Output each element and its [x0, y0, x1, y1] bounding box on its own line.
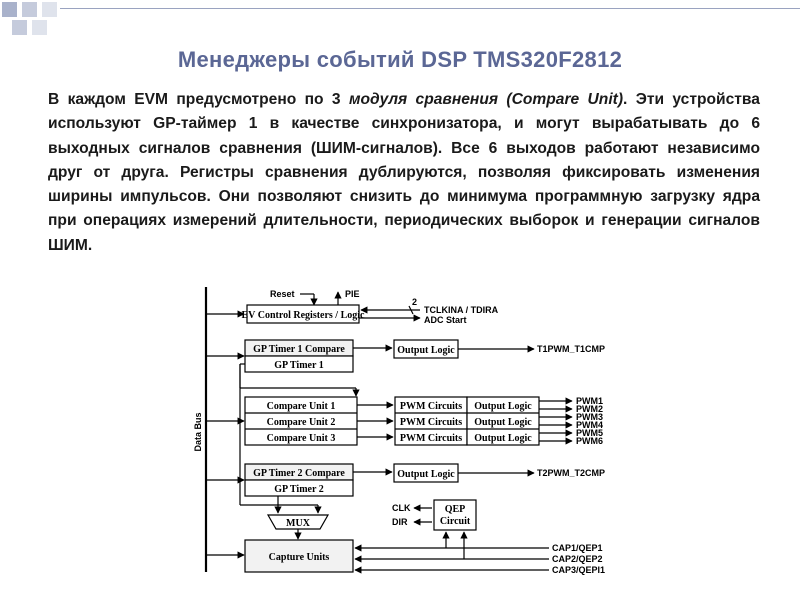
adc-start-label: ADC Start	[424, 315, 467, 325]
ev-control-label: EV Control Registers / Logic	[241, 310, 365, 321]
reset-label: Reset	[270, 289, 295, 299]
pwm2-label: PWM2	[576, 404, 603, 414]
pwm3-label: PWM3	[576, 412, 603, 422]
compare-unit-2-label: Compare Unit 2	[266, 417, 336, 428]
dir-label: DIR	[392, 517, 408, 527]
slide-title: Менеджеры событий DSP TMS320F2812	[177, 47, 623, 72]
compare-unit-1-label: Compare Unit 1	[266, 401, 336, 412]
pwm6-label: PWM6	[576, 436, 603, 446]
pwm-circuits-2-label: PWM Circuits	[399, 417, 463, 428]
pwm5-label: PWM5	[576, 428, 603, 438]
mux-label: MUX	[286, 518, 310, 529]
pie-label: PIE	[345, 289, 360, 299]
pwm-circuits-3-label: PWM Circuits	[399, 433, 463, 444]
qep-label-line2: Circuit	[439, 516, 471, 527]
gp2-compare-label: GP Timer 2 Compare	[253, 468, 345, 479]
gp1-compare-label: GP Timer 1 Compare	[253, 344, 345, 355]
gp1-output-logic-label: Output Logic	[397, 345, 455, 356]
pwm-circuits-1-label: PWM Circuits	[399, 401, 463, 412]
capture-units-label: Capture Units	[268, 552, 330, 563]
qep-label-line1: QEP	[444, 504, 466, 515]
paragraph-text: В каждом EVM предусмотрено по 3	[48, 91, 349, 108]
pwm1-label: PWM1	[576, 396, 603, 406]
t2pwm-label: T2PWM_T2CMP	[537, 468, 606, 478]
compare-unit-3-label: Compare Unit 3	[266, 433, 336, 444]
gp2-label: GP Timer 2	[274, 484, 324, 495]
paragraph-text-continued: . Эти устройства используют GP-таймер 1 в качестве синхронизатора, и могут вырабатывать до 6 выходных сигналов сравнения (ШИМ-сигналов). Все 6 выходов работают независимо друг от друга. Регистры сравнения дублируются, позволяя фиксировать изменения ширины импульсов. Они позволяют снизить до минимума программную загрузку ядра при операциях измерений длительности, периодических выборок и генерации сигналов ШИМ.	[48, 91, 760, 254]
tclkina-label: TCLKINA / TDIRA	[424, 305, 499, 315]
output-logic-3-label: Output Logic	[474, 433, 532, 444]
data-bus-label: Data Bus	[193, 412, 203, 452]
t1pwm-label: T1PWM_T1CMP	[537, 344, 606, 354]
output-logic-1-label: Output Logic	[474, 401, 532, 412]
cap1-label: CAP1/QEP1	[552, 543, 603, 553]
cap2-label: CAP2/QEP2	[552, 554, 603, 564]
cap3-label: CAP3/QEPI1	[552, 565, 606, 575]
pwm4-label: PWM4	[576, 420, 603, 430]
paragraph-italic: модуля сравнения (Compare Unit)	[348, 91, 624, 108]
clk-label: CLK	[392, 503, 411, 513]
output-logic-2-label: Output Logic	[474, 417, 532, 428]
gp1-label: GP Timer 1	[274, 360, 324, 371]
gp2-output-logic-label: Output Logic	[397, 469, 455, 480]
bus-width-label: 2	[412, 297, 418, 307]
